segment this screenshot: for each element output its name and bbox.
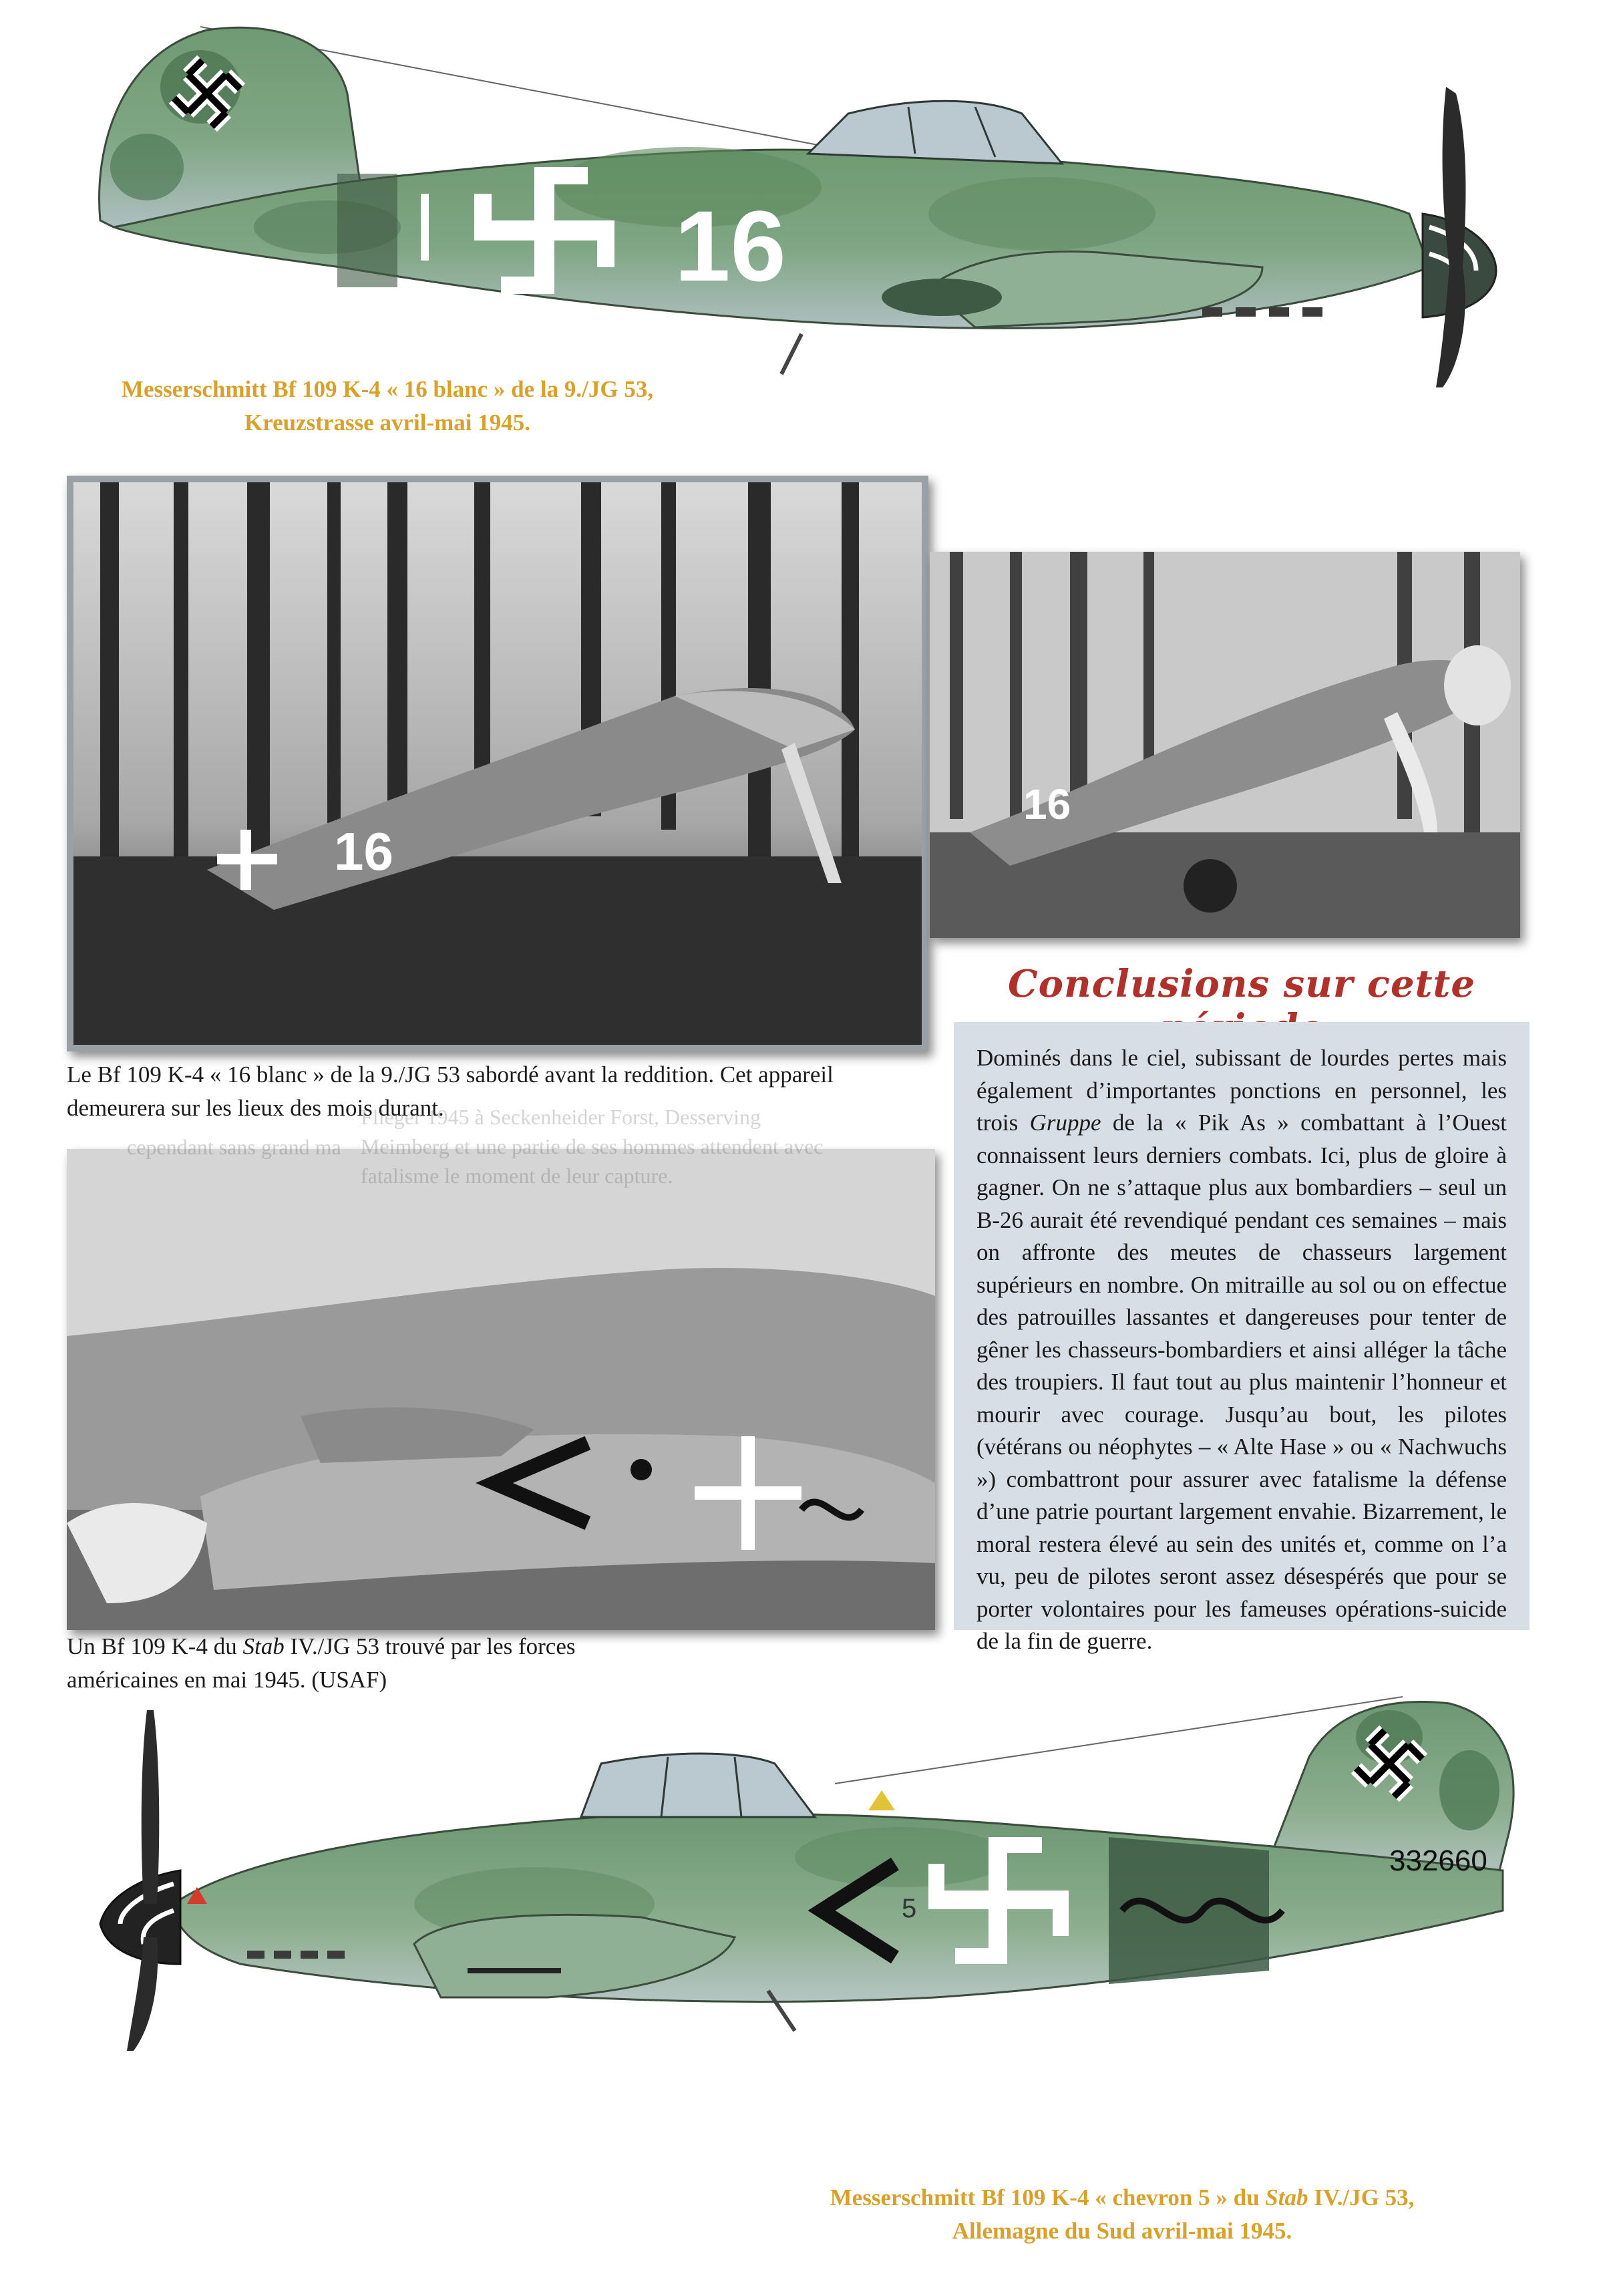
bleed-line1: Flieger 1945 à Seckenheider Forst, Desserving xyxy=(361,1105,761,1129)
bleed-through-text-2 xyxy=(127,1132,394,1162)
photo-scuttled-aircraft xyxy=(67,476,928,1051)
photo2-scene xyxy=(930,552,1520,938)
top-caption-line2: Kreuzstrasse avril-mai 1945. xyxy=(244,409,530,436)
conclusion-paragraph xyxy=(976,1042,1507,1658)
conclusion-heading: Conclusions sur cette xyxy=(1008,962,1475,1006)
bleed-line3: fatalisme le moment de leur capture. xyxy=(361,1164,673,1188)
bottom-caption-suffix: IV./JG 53, xyxy=(1308,2184,1415,2210)
aircraft-number-5: 5 xyxy=(902,1894,917,1923)
conclusion-p1-italic: Gruppe xyxy=(1029,1110,1101,1136)
bottom-caption-line1 xyxy=(761,2181,1483,2215)
conclusion-p2: de la « Pik As » combattant à l’Ouest connaissent leurs derniers combats. Ici, plus de gloire à gagner. On ne s’attaque plus aux bombardiers – seul un B-26 aurait été revendiqué pendant ces semaines – mais on affronte des meutes de chasseurs largement supérieurs en nombre. On mitraille au sol ou on effectue des patrouilles lassantes et dangereuses pour tenter de gêner les chasseurs-bombardiers et ainsi alléger la tâche des troupiers. Il faut tout au plus maintenir l’honneur et mourir avec courage. Jusqu’au bout, les pilotes (vétérans ou néophytes – « Alte Hase » ou « Nachwuchs ») combattront pour assurer avec fatalisme la défense d’une patrie pourtant largement envahie. Bizarrement, le moral restera élevé au sein des unités et, comme on l’a vu, peu de pilotes seront assez désespérés que pour se porter volontaires pour les fameuses opérations-suicide de la fin de guerre. xyxy=(976,1110,1507,1654)
bottom-profile-caption xyxy=(761,2181,1483,2248)
conclusion-textbox xyxy=(954,1022,1530,1654)
photo1-marking: 16 xyxy=(334,822,393,881)
bottom-aircraft-profile xyxy=(67,1683,1543,2058)
top-caption-line1: Messerschmitt Bf 109 K-4 « 16 blanc » de la 9./JG 53, xyxy=(121,376,654,402)
aircraft-serial: 332660 xyxy=(1389,1844,1487,1877)
bleed-line2: Meimberg et une partie de ses hommes attendent avec xyxy=(361,1134,824,1158)
bottom-caption-italic: Stab xyxy=(1265,2184,1308,2210)
photo-aircraft-forest-2 xyxy=(930,552,1520,938)
photo3-caption-suffix: IV./JG 53 trouvé par les forces xyxy=(284,1633,576,1659)
aircraft-number-16: 16 xyxy=(675,190,786,302)
conclusion-p1: Dominés dans le ciel, subissant de lourdes pertes mais également d’importantes ponctions en personnel, les trois xyxy=(976,1045,1507,1136)
photo3-scene xyxy=(67,1149,935,1630)
top-aircraft-profile xyxy=(73,13,1543,387)
spiral-spinner-icon xyxy=(100,1870,180,1964)
photo-forest-scene xyxy=(73,482,922,1045)
photo1-caption-line1: Le Bf 109 K-4 « 16 blanc » de la 9./JG 53 sabordé avant la reddition. Cet appareil xyxy=(67,1061,834,1088)
top-profile-caption xyxy=(60,373,715,440)
photo-stab-aircraft-usaf xyxy=(67,1149,935,1630)
bleed-line4: cependant sans grand ma xyxy=(127,1135,341,1159)
photo3-caption-italic: Stab xyxy=(242,1633,285,1659)
photo1-caption-line2: demeurera sur les lieux des mois durant. xyxy=(67,1095,444,1121)
photo3-caption-line1 xyxy=(67,1630,735,1663)
propeller-icon xyxy=(127,1710,159,2051)
photo2-marking: 16 xyxy=(1023,780,1071,828)
photo3-caption-prefix: Un Bf 109 K-4 du xyxy=(67,1633,243,1659)
bottom-caption-line2: Allemagne du Sud avril-mai 1945. xyxy=(952,2218,1292,2244)
bottom-caption-prefix: Messerschmitt Bf 109 K-4 « chevron 5 » du xyxy=(830,2184,1266,2210)
bleed-through-text xyxy=(361,1102,962,1190)
photo3-caption-line2: américaines en mai 1945. (USAF) xyxy=(67,1667,387,1693)
